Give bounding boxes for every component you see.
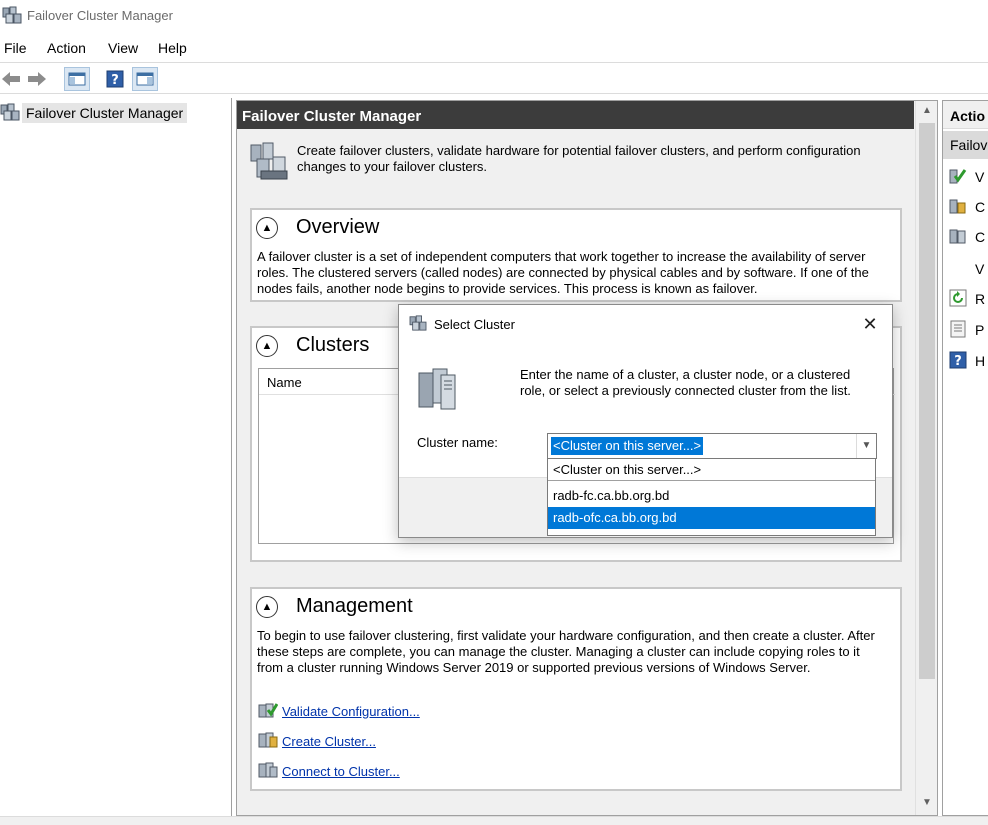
dialog-body <box>399 341 892 477</box>
validate-icon <box>258 701 278 722</box>
overview-text: A failover cluster is a set of independent computers that work together to increase the availability of server roles. The clustered servers (called nodes) are connected by physical cables and by software. If one of the nodes fails, another node begins to provide services. This process is known as failover. <box>257 249 869 296</box>
dialog-title-bar <box>409 315 515 334</box>
actions-pane <box>942 100 988 816</box>
scroll-down-icon[interactable]: ▼ <box>922 797 932 808</box>
tree-item-label: Failover Cluster Manager <box>22 103 187 123</box>
dialog-description: Enter the name of a cluster, a cluster node, or a clustered role, or select a previously connected cluster from the list. <box>520 367 851 398</box>
clusters-large-icon <box>249 141 291 184</box>
action-validate[interactable] <box>949 166 984 188</box>
action-label: P <box>975 322 985 338</box>
clusters-title: Clusters <box>296 334 370 356</box>
intro-section <box>249 141 899 191</box>
clusters-header <box>256 334 369 357</box>
center-header: Failover Cluster Manager <box>237 101 914 129</box>
help-icon[interactable] <box>104 67 126 91</box>
create-cluster-link[interactable]: Create Cluster... <box>282 733 376 749</box>
dropdown-option[interactable]: <Cluster on this server...> <box>548 459 875 481</box>
connect-cluster-link[interactable]: Connect to Cluster... <box>282 763 400 779</box>
refresh-icon <box>949 289 967 310</box>
menu-action[interactable]: Action <box>47 40 86 56</box>
create-cluster-icon <box>258 731 278 752</box>
toolbar <box>0 62 988 94</box>
connect-cluster-icon <box>949 227 967 248</box>
dialog-title: Select Cluster <box>434 317 515 332</box>
column-header-name[interactable]: Name <box>259 369 895 395</box>
action-help[interactable] <box>949 350 985 372</box>
collapse-management-icon[interactable]: ▲ <box>256 596 278 618</box>
management-header <box>256 595 413 618</box>
create-cluster-row[interactable] <box>258 731 376 751</box>
scroll-up-icon[interactable]: ▲ <box>922 105 932 116</box>
dropdown-option[interactable]: radb-fc.ca.bb.org.bd <box>553 488 670 503</box>
overview-title: Overview <box>296 216 380 238</box>
console-tree <box>0 98 232 816</box>
cluster-name-combobox[interactable] <box>547 433 877 459</box>
overview-header <box>256 216 379 239</box>
dropdown-option-selected[interactable]: radb-ofc.ca.bb.org.bd <box>548 507 875 529</box>
svg-text:?: ? <box>111 73 119 88</box>
cluster-manager-icon <box>409 315 427 334</box>
status-bar <box>0 816 988 825</box>
menu-file[interactable]: File <box>4 40 27 56</box>
management-text: To begin to use failover clustering, first validate your hardware configuration, and then create a cluster. After these steps are complete, you can manage the cluster. Managing a cluster can include copying roles to it from a cluster running Windows Server 2019 or supported previous versions of Windows Server. <box>257 628 875 675</box>
server-icon <box>417 367 459 414</box>
svg-text:?: ? <box>954 353 962 369</box>
cluster-manager-icon <box>2 6 22 24</box>
overview-section <box>250 208 902 302</box>
help-icon <box>949 351 967 372</box>
action-label: V <box>975 261 985 277</box>
intro-text: Create failover clusters, validate hardware for potential failover clusters, and perform configuration changes to your failover clusters. <box>297 143 861 174</box>
action-label: C <box>975 199 986 215</box>
show-hide-console-tree-icon[interactable] <box>64 67 90 91</box>
action-view[interactable] <box>949 258 984 280</box>
management-section <box>250 587 902 791</box>
action-create-cluster[interactable] <box>949 196 985 218</box>
validate-configuration-link[interactable]: Validate Configuration... <box>282 703 420 719</box>
collapse-clusters-icon[interactable]: ▲ <box>256 335 278 357</box>
cluster-name-dropdown <box>547 458 876 536</box>
management-title: Management <box>296 595 413 617</box>
action-connect-cluster[interactable] <box>949 226 985 248</box>
action-label: H <box>975 353 986 369</box>
action-label: V <box>975 169 985 185</box>
show-hide-action-pane-icon[interactable] <box>132 67 158 91</box>
actions-header: Actio <box>943 101 988 129</box>
center-scrollbar[interactable] <box>915 101 937 815</box>
collapse-overview-icon[interactable]: ▲ <box>256 217 278 239</box>
menu-view[interactable]: View <box>108 40 139 56</box>
validate-icon <box>949 167 967 188</box>
cluster-manager-icon <box>0 103 20 124</box>
window-title: Failover Cluster Manager <box>27 8 173 23</box>
forward-arrow-icon[interactable] <box>26 67 48 91</box>
close-icon[interactable]: ✕ <box>862 314 878 334</box>
chevron-down-icon[interactable]: ▼ <box>856 434 876 458</box>
title-bar <box>0 0 988 32</box>
menu-help[interactable]: Help <box>158 40 187 56</box>
action-properties[interactable] <box>949 319 984 341</box>
cluster-name-value[interactable]: <Cluster on this server...> <box>553 438 702 453</box>
action-label: C <box>975 229 986 245</box>
actions-subheader[interactable]: Failov <box>943 131 988 159</box>
scroll-thumb[interactable] <box>919 123 935 679</box>
action-label: R <box>975 291 986 307</box>
cluster-name-label: Cluster name: <box>417 435 498 450</box>
properties-icon <box>949 320 967 341</box>
create-cluster-icon <box>949 197 967 218</box>
connect-cluster-icon <box>258 761 278 782</box>
tree-item-failover-cluster-manager[interactable] <box>0 102 187 124</box>
back-arrow-icon[interactable] <box>0 67 22 91</box>
connect-cluster-row[interactable] <box>258 761 400 781</box>
validate-configuration-row[interactable] <box>258 701 420 721</box>
action-refresh[interactable] <box>949 288 985 310</box>
